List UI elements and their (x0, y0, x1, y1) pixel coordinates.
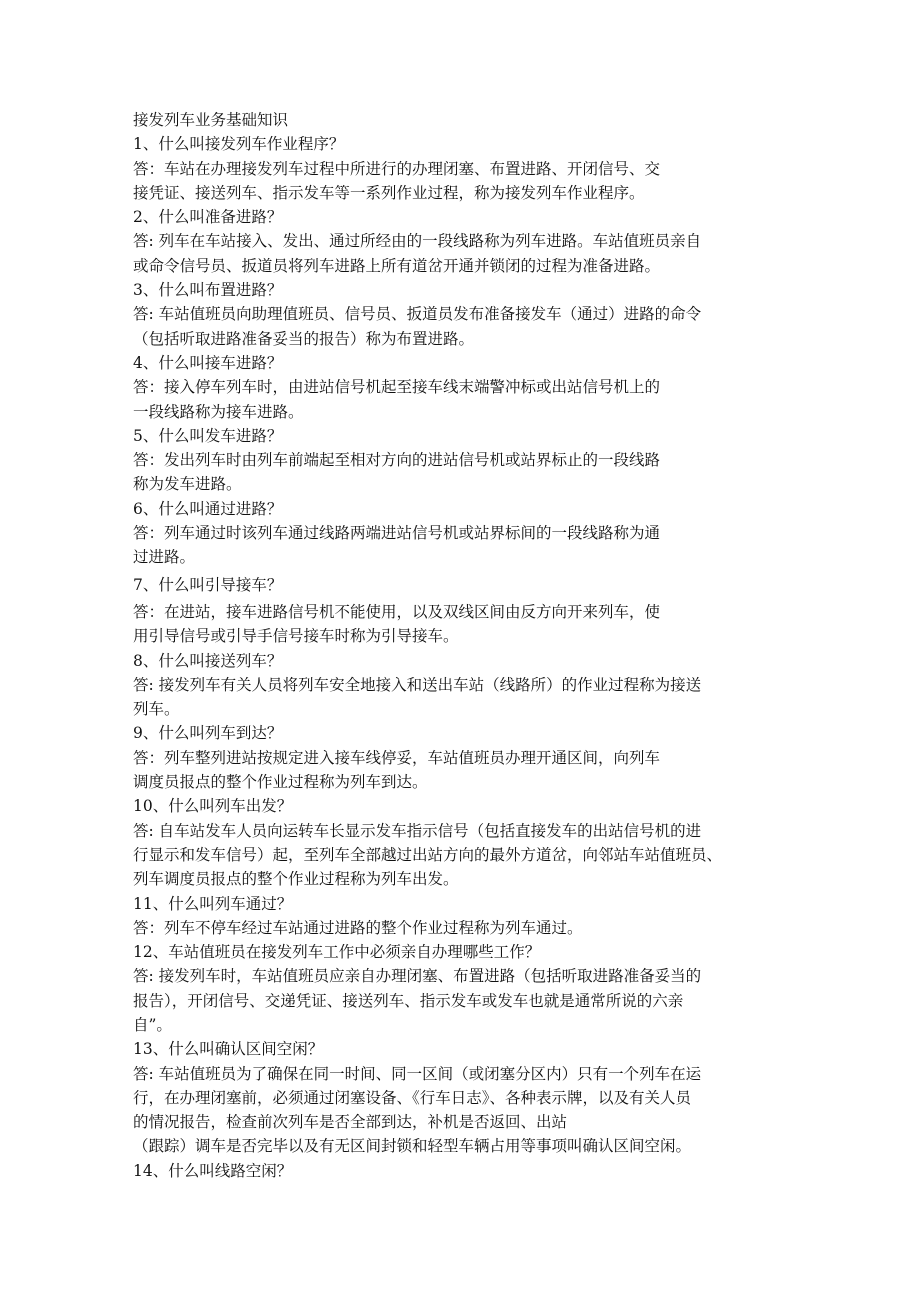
answer-line: 一段线路称为接车进路。 (133, 402, 304, 421)
question-line: 7、什么叫引导接车？ (133, 575, 283, 594)
answer-line: 用引导信号或引导手信号接车时称为引导接车。 (133, 627, 459, 646)
answer-line: 或命令信号员、扳道员将列车进路上所有道岔开通并锁闭的过程为准备进路。 (133, 256, 661, 275)
answer-line: 调度员报点的整个作业过程称为列车到达。 (133, 773, 428, 792)
answer-line: 答：车站在办理接发列车过程中所进行的办理闭塞、布置进路、开闭信号、交 (133, 159, 661, 178)
answer-line: 答：在进站，接车进路信号机不能使用，以及双线区间由反方向开来列车，使 (133, 602, 661, 621)
answer-line: 答：列车不停车经过车站通过进路的整个作业过程称为列车通过。 (133, 918, 583, 937)
answer-line: 自”。 (133, 1015, 172, 1034)
question-line: 2、什么叫准备进路？ (133, 208, 283, 227)
answer-line: 报告），开闭信号、交递凭证、接送列车、指示发车或发车也就是通常所说的六亲 (133, 991, 684, 1010)
answer-line: 答：发出列车时由列车前端起至相对方向的进站信号机或站界标止的一段线路 (133, 451, 661, 470)
answer-line: 答：接入停车列车时，由进站信号机起至接车线末端警冲标或出站信号机上的 (133, 378, 661, 397)
question-line: 10、什么叫列车出发？ (133, 797, 293, 816)
answer-line: 称为发车进路。 (133, 475, 242, 494)
question-line: 12、车站值班员在接发列车工作中必须亲自办理哪些工作？ (133, 943, 541, 962)
question-line: 8、什么叫接送列车？ (133, 651, 283, 670)
answer-line: （跟踪）调车是否完毕以及有无区间封锁和轻型车辆占用等事项叫确认区间空闲。 (133, 1137, 692, 1156)
answer-line: 过进路。 (133, 548, 196, 567)
question-line: 11、什么叫列车通过？ (133, 894, 293, 913)
document-page (133, 108, 783, 1183)
question-line: 6、什么叫通过进路？ (133, 499, 283, 518)
question-line: 1、什么叫接发列车作业程序？ (133, 135, 345, 154)
question-line: 4、什么叫接车进路？ (133, 353, 283, 372)
document-title: 接发列车业务基础知识 (133, 111, 289, 129)
answer-line: 接凭证、接送列车、指示发车等一系列作业过程，称为接发列车作业程序。 (133, 183, 645, 202)
answer-line: 答: 车站值班员为了确保在同一时间、同一区间（或闭塞分区内）只有一个列车在运 (133, 1064, 702, 1083)
answer-line: 答: 车站值班员向助理值班员、信号员、扳道员发布准备接发车（通过）进路的命令 (133, 305, 702, 324)
answer-line: 列车调度员报点的整个作业过程称为列车出发。 (133, 870, 459, 889)
answer-line: 行显示和发车信号）起，至列车全部越过出站方向的最外方道岔，向邻站车站值班员、 (133, 845, 723, 864)
question-line: 5、什么叫发车进路？ (133, 426, 283, 445)
answer-line: 行，在办理闭塞前，必须通过闭塞设备、《行车日志》、各种表示牌，以及有关人员 (133, 1088, 692, 1107)
answer-line: 答: 接发列车有关人员将列车安全地接入和送出车站（线路所）的作业过程称为接送 (133, 675, 702, 694)
question-line: 14、什么叫线路空闲？ (133, 1161, 293, 1180)
answer-line: （包括听取进路准备妥当的报告）称为布置进路。 (133, 329, 475, 348)
answer-line: 答: 列车在车站接入、发出、通过所经由的一段线路称为列车进路。车站值班员亲自 (133, 232, 702, 251)
question-line: 13、什么叫确认区间空闲？ (133, 1040, 324, 1059)
answer-line: 答: 自车站发车人员向运转车长显示发车指示信号（包括直接发车的出站信号机的进 (133, 821, 702, 840)
answer-line: 的情况报告，检查前次列车是否全部到达，补机是否返回、出站 (133, 1113, 568, 1132)
answer-line: 答: 接发列车时，车站值班员应亲自办理闭塞、布置进路（包括听取进路准备妥当的 (133, 967, 702, 986)
question-line: 3、什么叫布置进路？ (133, 281, 283, 300)
question-line: 9、什么叫列车到达？ (133, 724, 283, 743)
answer-line: 答：列车通过时该列车通过线路两端进站信号机或站界标间的一段线路称为通 (133, 524, 661, 543)
answer-line: 列车。 (133, 700, 180, 719)
answer-line: 答：列车整列进站按规定进入接车线停妥，车站值班员办理开通区间，向列车 (133, 748, 661, 767)
